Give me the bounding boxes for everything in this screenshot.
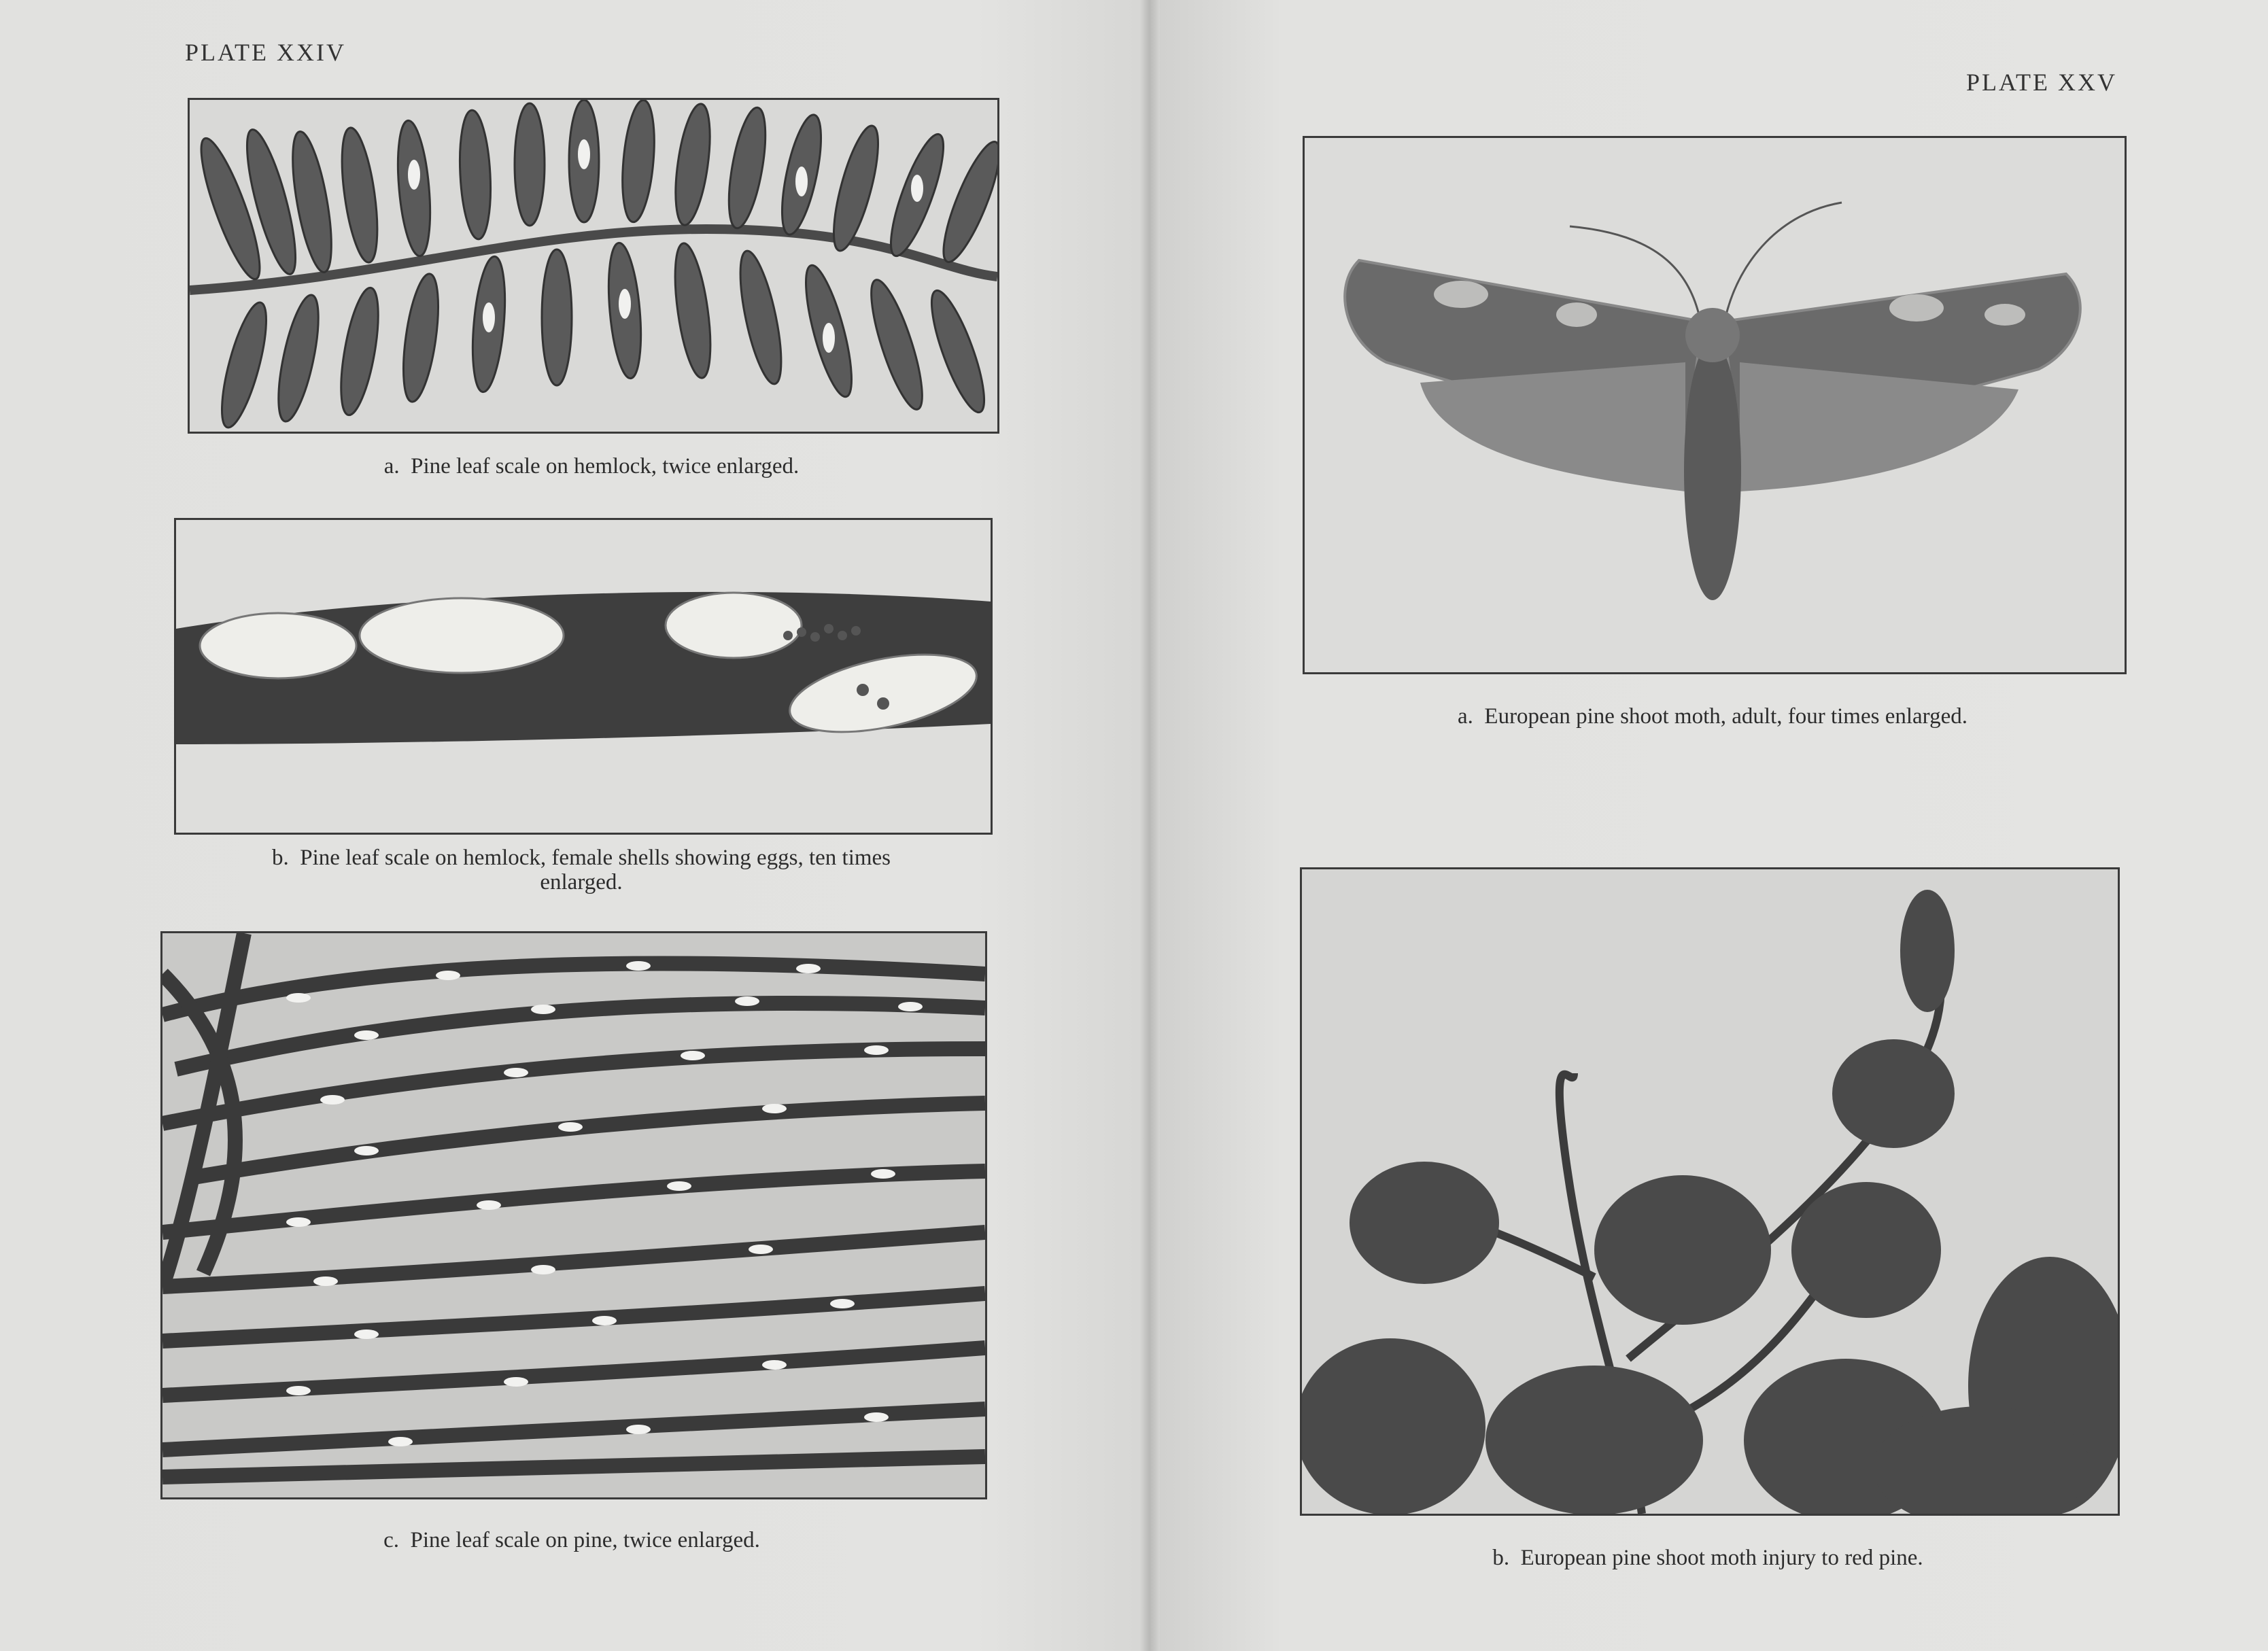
book-gutter <box>1139 0 1160 1651</box>
caption-a-left <box>188 454 995 479</box>
caption-b-right <box>1300 1546 2116 1570</box>
figure-caption-b: Pine leaf scale on hemlock, female shells showing eggs, ten times <box>300 846 891 870</box>
figure-label-b: b. <box>271 846 289 870</box>
photo-pine-leaf-scale-hemlock <box>188 98 999 434</box>
figure-label-c: c. <box>383 1528 400 1552</box>
figure-caption-b-right: European pine shoot moth injury to red pine. <box>1520 1546 1923 1570</box>
caption-b-line1 <box>174 846 989 870</box>
figure-caption-a-right: European pine shoot moth, adult, four times enlarged. <box>1484 704 1968 729</box>
caption-b-left <box>174 846 989 895</box>
caption-c-left <box>160 1528 983 1552</box>
caption-a-right <box>1303 704 2123 729</box>
plate-title-xxiv: PLATE XXIV <box>185 39 346 66</box>
photo-red-pine-injury <box>1300 867 2120 1516</box>
figure-label-a: a. <box>383 454 400 479</box>
plate-title-xxv: PLATE XXV <box>1966 69 2117 96</box>
photo-pine-leaf-scale-pine <box>160 931 987 1499</box>
photo-european-pine-shoot-moth-adult <box>1303 136 2127 674</box>
figure-label-b-right: b. <box>1492 1546 1510 1570</box>
photo-female-shells-eggs <box>174 518 993 835</box>
caption-b-line2: enlarged. <box>540 870 623 895</box>
figure-caption-c: Pine leaf scale on pine, twice enlarged. <box>410 1528 760 1552</box>
figure-caption-a: Pine leaf scale on hemlock, twice enlarged. <box>411 454 800 479</box>
figure-label-a-right: a. <box>1458 704 1473 729</box>
